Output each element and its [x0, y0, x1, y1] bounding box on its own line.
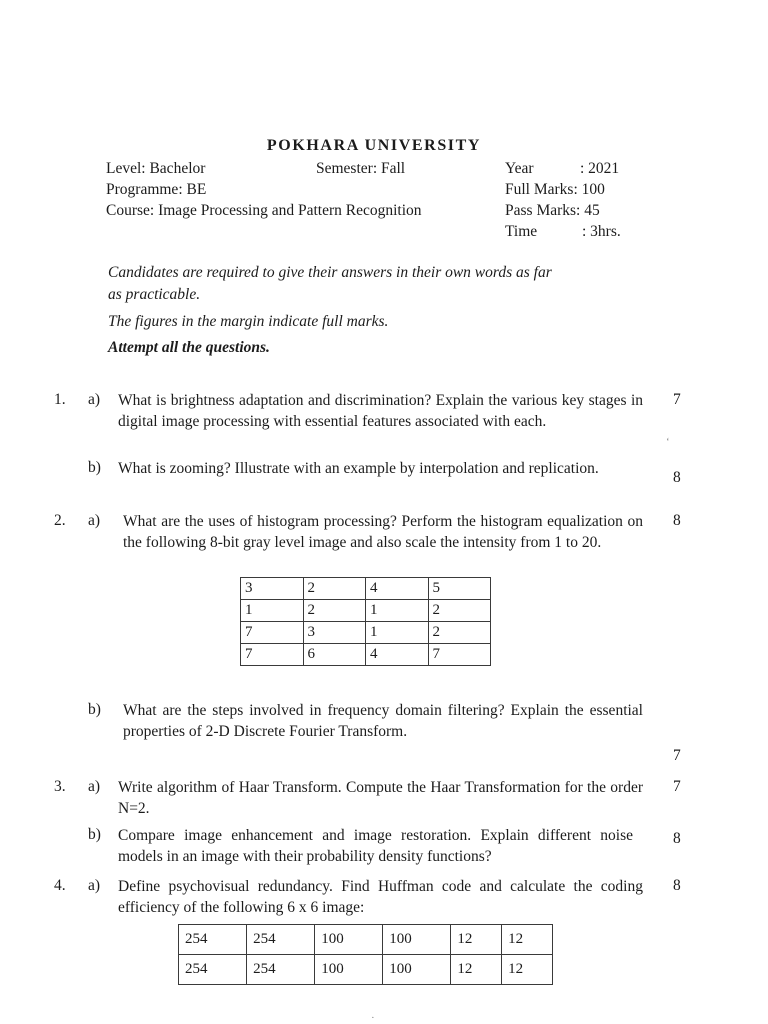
table-row	[241, 622, 491, 644]
scan-speck: ·	[371, 1012, 375, 1024]
table-cell: 1	[366, 622, 429, 644]
programme-text: Programme: BE	[106, 181, 207, 198]
time-label: Time	[505, 223, 538, 240]
table-cell: 12	[502, 955, 553, 985]
question-number: 3.	[54, 778, 66, 795]
question-text: Write algorithm of Haar Transform. Compute the Haar Transformation for the order N=2.	[118, 779, 643, 817]
question-marks: 8	[673, 512, 681, 529]
subquestion-label: a)	[88, 391, 101, 408]
question-marks: 8	[673, 830, 681, 847]
table-cell: 12	[451, 925, 502, 955]
table-cell: 3	[241, 578, 304, 600]
question-marks: 8	[673, 469, 681, 486]
question-marks: 7	[673, 391, 681, 408]
table-row	[241, 644, 491, 666]
table-cell: 4	[366, 644, 429, 666]
subquestion-label: a)	[88, 877, 101, 894]
table-cell: 4	[366, 578, 429, 600]
subquestion-label: b)	[88, 826, 101, 843]
table-row	[179, 955, 553, 985]
question-number: 4.	[54, 877, 66, 894]
semester-text: Semester: Fall	[316, 160, 406, 177]
subquestion-label: b)	[88, 701, 101, 718]
table-row	[241, 600, 491, 622]
table-cell: 254	[247, 925, 315, 955]
table-cell: 2	[303, 600, 366, 622]
gray-level-image-table	[240, 577, 491, 666]
instruction-line-4: Attempt all the questions.	[108, 339, 270, 356]
table-cell: 100	[383, 955, 451, 985]
question-number: 1.	[54, 391, 66, 408]
table-cell: 100	[383, 925, 451, 955]
table-cell: 7	[241, 644, 304, 666]
time-value: : 3hrs.	[582, 223, 621, 240]
table-cell: 1	[241, 600, 304, 622]
table-cell: 5	[428, 578, 491, 600]
table-row	[179, 925, 553, 955]
table-cell: 7	[428, 644, 491, 666]
subquestion-label: a)	[88, 778, 101, 795]
question-text: What are the steps involved in frequency domain filtering? Explain the essential properties of 2-D Discrete Fourier Transform.	[123, 702, 643, 740]
instruction-line-2: as practicable.	[108, 286, 201, 303]
year-value: : 2021	[580, 160, 620, 177]
question-number: 2.	[54, 512, 66, 529]
university-title: POKHARA UNIVERSITY	[266, 137, 482, 154]
year-label: Year	[505, 160, 534, 177]
table-cell: 100	[315, 955, 383, 985]
huffman-image-table	[178, 924, 553, 985]
table-cell: 2	[428, 622, 491, 644]
table-cell: 6	[303, 644, 366, 666]
table-cell: 12	[451, 955, 502, 985]
question-text: What is zooming? Illustrate with an example by interpolation and replication.	[118, 460, 599, 477]
table-cell: 3	[303, 622, 366, 644]
question-marks: 7	[673, 747, 681, 764]
pass-marks-text: Pass Marks: 45	[505, 202, 600, 219]
question-marks: 8	[673, 877, 681, 894]
scan-speck: ‘	[666, 436, 670, 448]
table-cell: 1	[366, 600, 429, 622]
question-marks: 7	[673, 778, 681, 795]
instruction-line-1: Candidates are required to give their answers in their own words as far	[108, 264, 552, 281]
question-text: Compare image enhancement and image restoration. Explain different noise models in an image with their probability density functions?	[118, 827, 633, 865]
question-text: Define psychovisual redundancy. Find Huffman code and calculate the coding efficiency of the following 6 x 6 image:	[118, 878, 643, 916]
table-cell: 100	[315, 925, 383, 955]
table-cell: 2	[303, 578, 366, 600]
full-marks-text: Full Marks: 100	[505, 181, 605, 198]
table-cell: 12	[502, 925, 553, 955]
table-cell: 2	[428, 600, 491, 622]
question-text: What is brightness adaptation and discrimination? Explain the various key stages in digital image processing with essential features associated with each.	[118, 392, 643, 430]
table-cell: 254	[179, 925, 247, 955]
subquestion-label: b)	[88, 459, 101, 476]
level-text: Level: Bachelor	[106, 160, 206, 177]
table-row	[241, 578, 491, 600]
table-cell: 254	[247, 955, 315, 985]
instruction-line-3: The figures in the margin indicate full marks.	[108, 313, 389, 330]
question-text: What are the uses of histogram processing? Perform the histogram equalization on the following 8-bit gray level image and also scale the intensity from 1 to 20.	[123, 513, 643, 551]
table-cell: 254	[179, 955, 247, 985]
subquestion-label: a)	[88, 512, 101, 529]
course-text: Course: Image Processing and Pattern Recognition	[106, 202, 422, 219]
table-cell: 7	[241, 622, 304, 644]
